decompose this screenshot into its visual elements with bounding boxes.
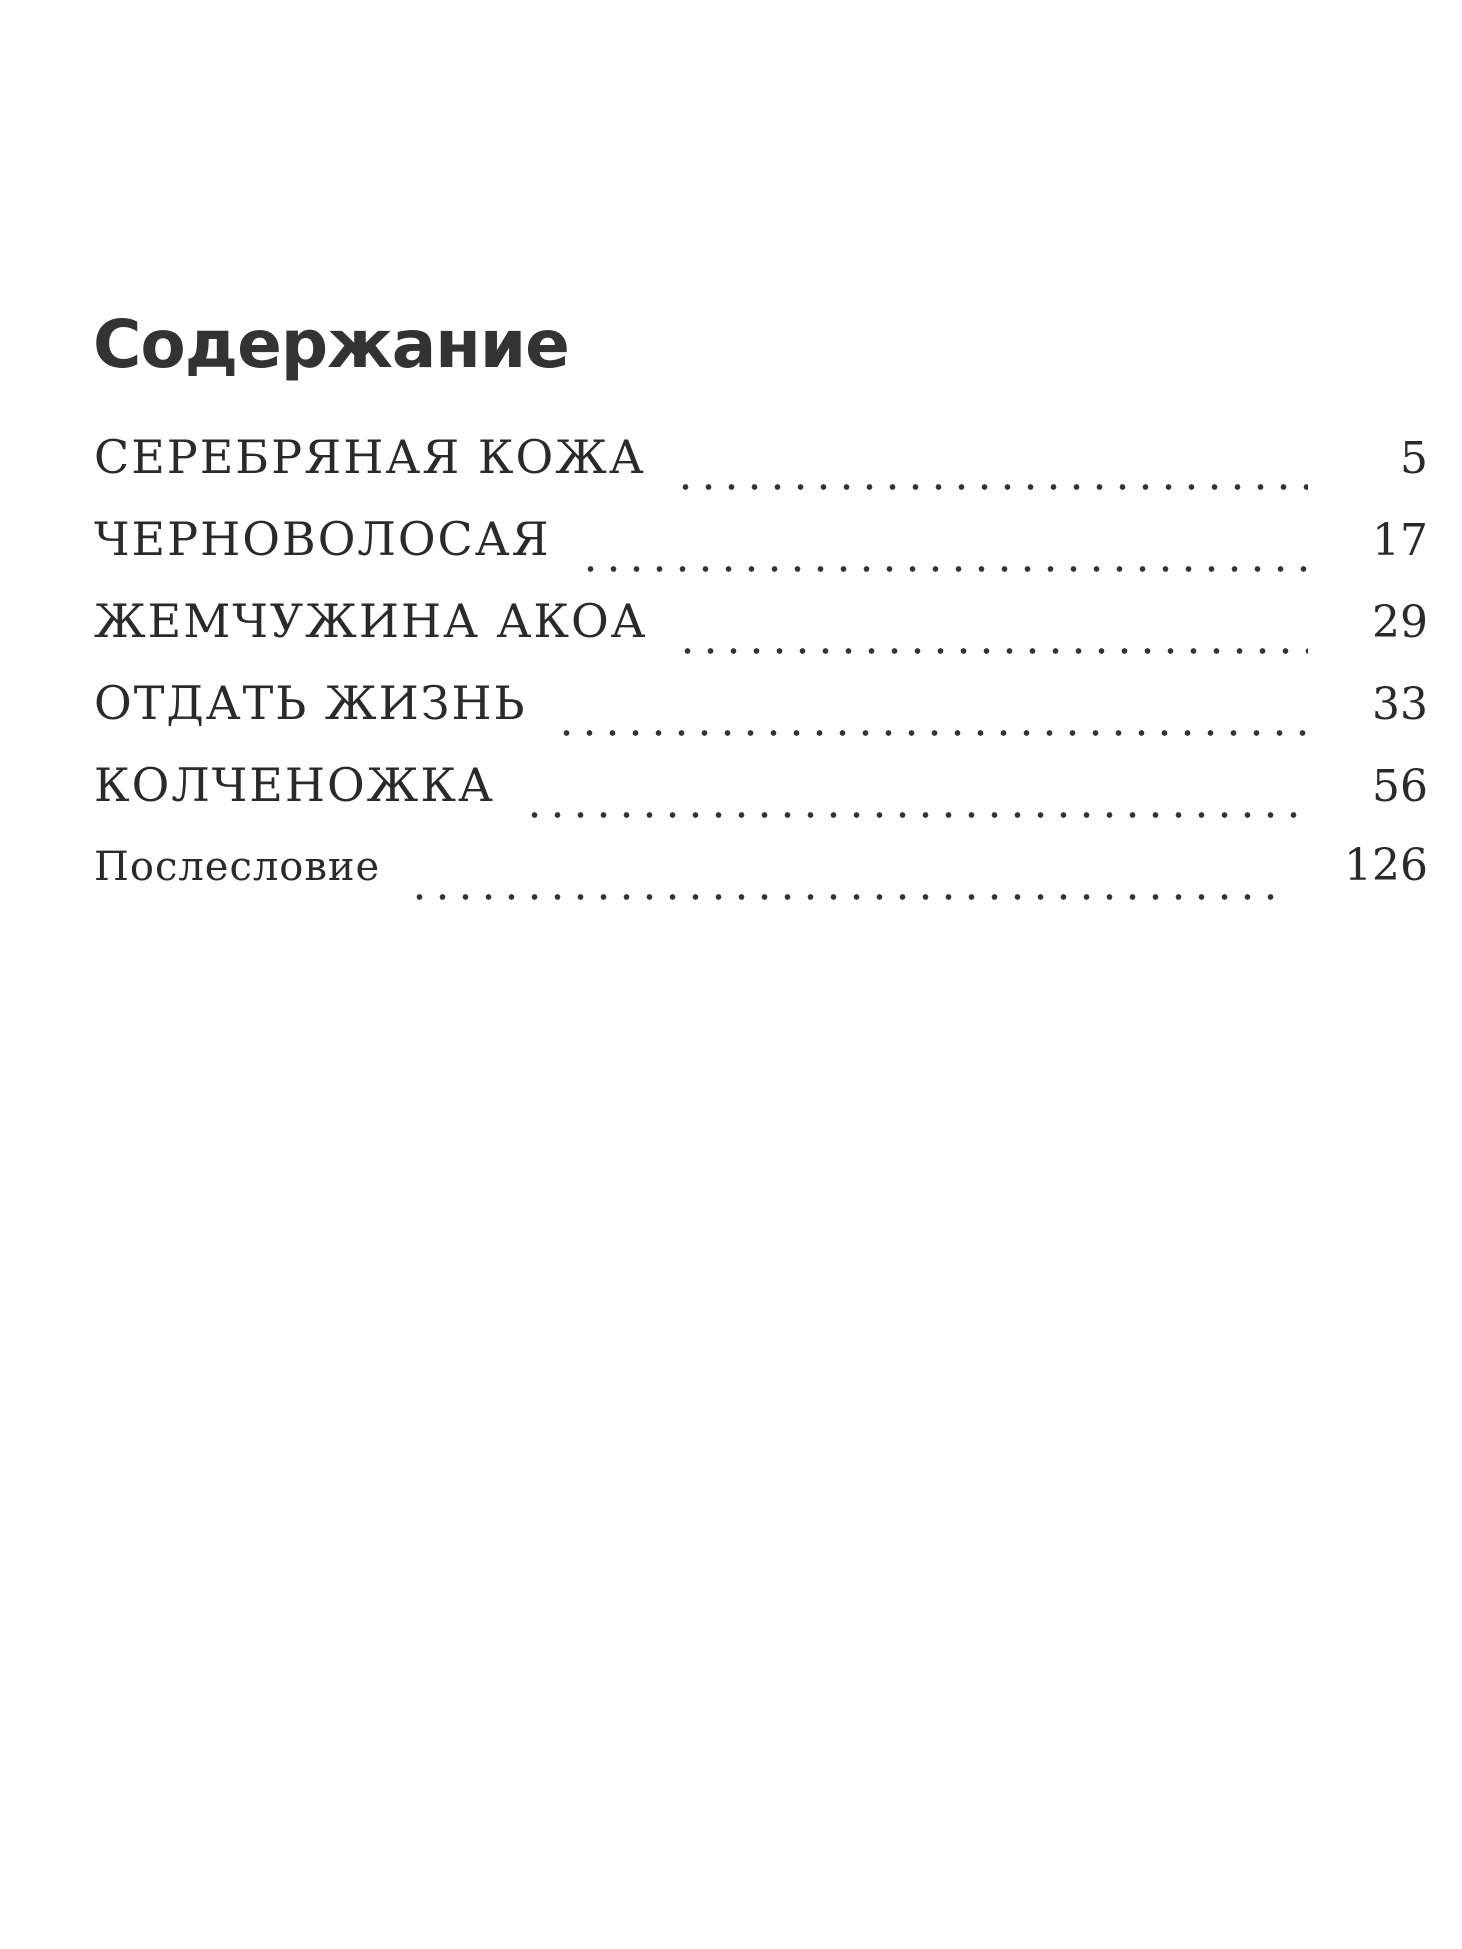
toc-entry-title: ЧЕРНОВОЛОСАЯ bbox=[94, 512, 551, 566]
dot-leader bbox=[674, 484, 1308, 490]
toc-entry-page: 17 bbox=[1372, 515, 1428, 566]
toc-entry bbox=[94, 594, 1428, 676]
toc-entry-title: ЖЕМЧУЖИНА АКОА bbox=[94, 594, 648, 648]
dot-leader bbox=[676, 648, 1308, 654]
toc-entry-page: 29 bbox=[1372, 597, 1428, 648]
toc-entry bbox=[94, 430, 1428, 512]
dot-leader bbox=[408, 894, 1284, 900]
toc-entry-page: 126 bbox=[1344, 840, 1428, 891]
dot-leader bbox=[523, 812, 1308, 818]
dot-leader bbox=[579, 566, 1308, 572]
toc-entry-page: 5 bbox=[1400, 433, 1428, 484]
toc-entry-title: Послесловие bbox=[94, 844, 381, 890]
toc-entry-title: СЕРЕБРЯНАЯ КОЖА bbox=[94, 430, 646, 484]
dot-leader bbox=[555, 730, 1309, 736]
toc-entry bbox=[94, 758, 1428, 840]
page-title: Содержание bbox=[93, 306, 569, 383]
table-of-contents bbox=[94, 430, 1428, 922]
toc-entry bbox=[94, 512, 1428, 594]
toc-entry-page: 56 bbox=[1372, 761, 1428, 812]
toc-entry-title: КОЛЧЕНОЖКА bbox=[94, 758, 495, 812]
toc-entry bbox=[94, 676, 1428, 758]
toc-entry bbox=[94, 840, 1428, 922]
toc-entry-page: 33 bbox=[1372, 679, 1428, 730]
toc-entry-title: ОТДАТЬ ЖИЗНЬ bbox=[94, 676, 527, 730]
